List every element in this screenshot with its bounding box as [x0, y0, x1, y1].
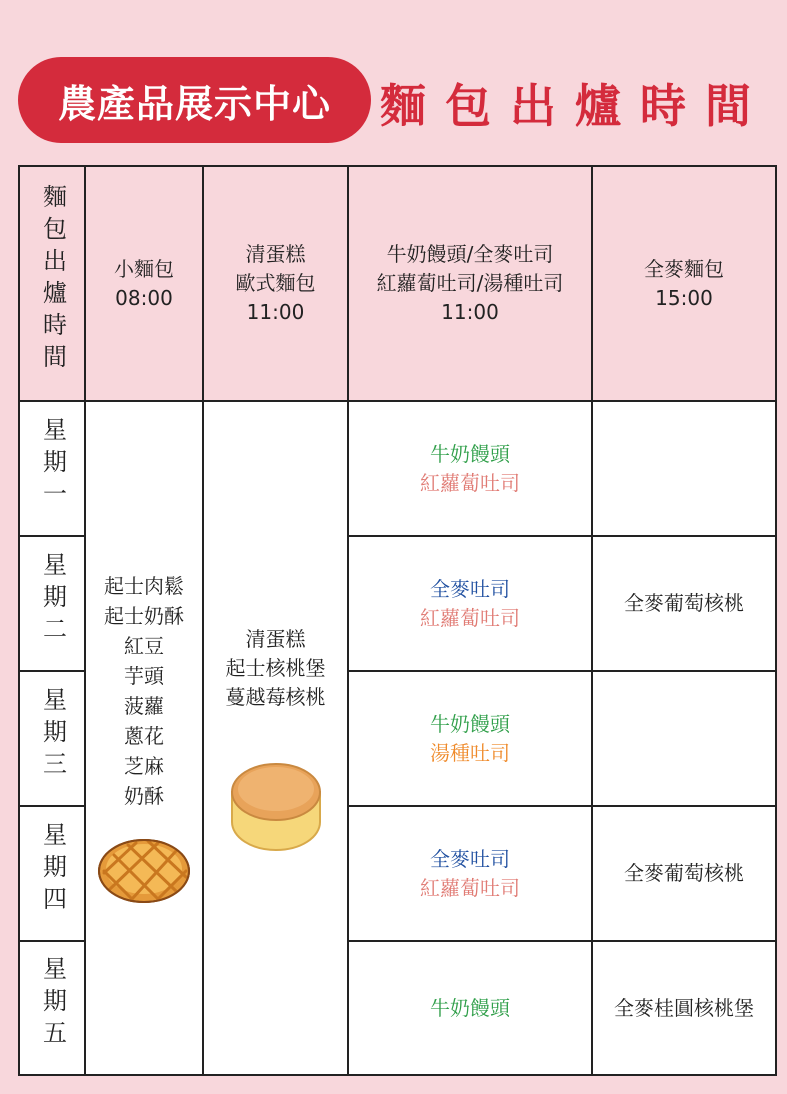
cake-item: 清蛋糕 [245, 626, 306, 651]
day-label: 星期四 [38, 821, 67, 918]
column-item: 全麥麵包 [644, 256, 724, 281]
daily-buns-cell [85, 401, 203, 1075]
day-label-cell [19, 671, 85, 806]
column-item: 紅蘿蔔吐司/湯種吐司 [376, 271, 564, 295]
bun-item: 紅豆 [124, 634, 164, 658]
bun-item: 芝麻 [124, 754, 164, 778]
day-label-cell [19, 941, 85, 1075]
milk-toast-cell [348, 941, 592, 1075]
day-label-cell [19, 536, 85, 671]
column-item: 小麵包 [114, 256, 174, 281]
bread-item: 牛奶饅頭 [430, 995, 510, 1020]
day-label: 星期二 [38, 551, 67, 648]
wholewheat-cell [592, 671, 776, 806]
milk-toast-cell [348, 536, 592, 671]
column-item: 清蛋糕 [245, 242, 306, 266]
day-label-cell [19, 806, 85, 941]
day-label-cell [19, 401, 85, 536]
column-time: 08:00 [115, 285, 173, 310]
day-label: 星期三 [38, 686, 67, 783]
bun-item: 奶酥 [124, 784, 164, 808]
bread-item: 牛奶饅頭 [430, 711, 510, 736]
column-item: 歐式麵包 [235, 271, 316, 295]
milk-toast-cell [348, 671, 592, 806]
milk-toast-cell [348, 401, 592, 536]
bun-item: 芋頭 [124, 664, 164, 688]
pineapple-bun-icon [96, 829, 192, 905]
wholewheat-cell [592, 401, 776, 536]
bread-item: 牛奶饅頭 [430, 441, 510, 466]
wholewheat-cell: 全麥桂圓核桃堡 [592, 941, 776, 1075]
bread-item: 紅蘿蔔吐司 [420, 470, 520, 495]
header-row [19, 166, 776, 401]
bread-item: 全麥吐司 [430, 846, 510, 871]
corner-label: 麵包出爐時間 [38, 183, 67, 376]
column-time: 11:00 [246, 300, 305, 324]
column-time: 15:00 [655, 285, 713, 310]
cake-item: 蔓越莓核桃 [225, 684, 326, 709]
bread-item: 紅蘿蔔吐司 [420, 875, 520, 900]
corner-cell [19, 166, 85, 401]
bun-item: 蔥花 [124, 724, 164, 748]
column-time: 11:00 [441, 300, 499, 324]
column-header-2 [203, 166, 348, 401]
bread-item: 紅蘿蔔吐司 [420, 605, 520, 630]
column-header-1 [85, 166, 203, 401]
center-name-badge [18, 57, 371, 143]
page-title: 麵包出爐時間 [380, 79, 770, 133]
day-row-monday [19, 401, 776, 536]
cake-item: 起士核桃堡 [225, 655, 326, 680]
center-name: 農產品展示中心 [57, 81, 331, 126]
column-header-3 [348, 166, 592, 401]
bread-item: 湯種吐司 [430, 740, 510, 765]
day-label: 星期五 [38, 956, 67, 1052]
bun-item: 菠蘿 [124, 694, 164, 718]
bun-item: 起士肉鬆 [104, 574, 184, 598]
wholewheat-cell: 全麥葡萄核桃 [592, 536, 776, 671]
bread-schedule-table [18, 165, 777, 1076]
column-header-4 [592, 166, 776, 401]
bun-item: 起士奶酥 [104, 604, 184, 628]
column-item: 牛奶饅頭/全麥吐司 [386, 242, 554, 266]
sponge-cake-icon [230, 756, 322, 852]
bread-item: 全麥吐司 [430, 576, 510, 601]
daily-cakes-cell [203, 401, 348, 1075]
wholewheat-cell: 全麥葡萄核桃 [592, 806, 776, 941]
day-label: 星期一 [38, 416, 67, 513]
milk-toast-cell [348, 806, 592, 941]
